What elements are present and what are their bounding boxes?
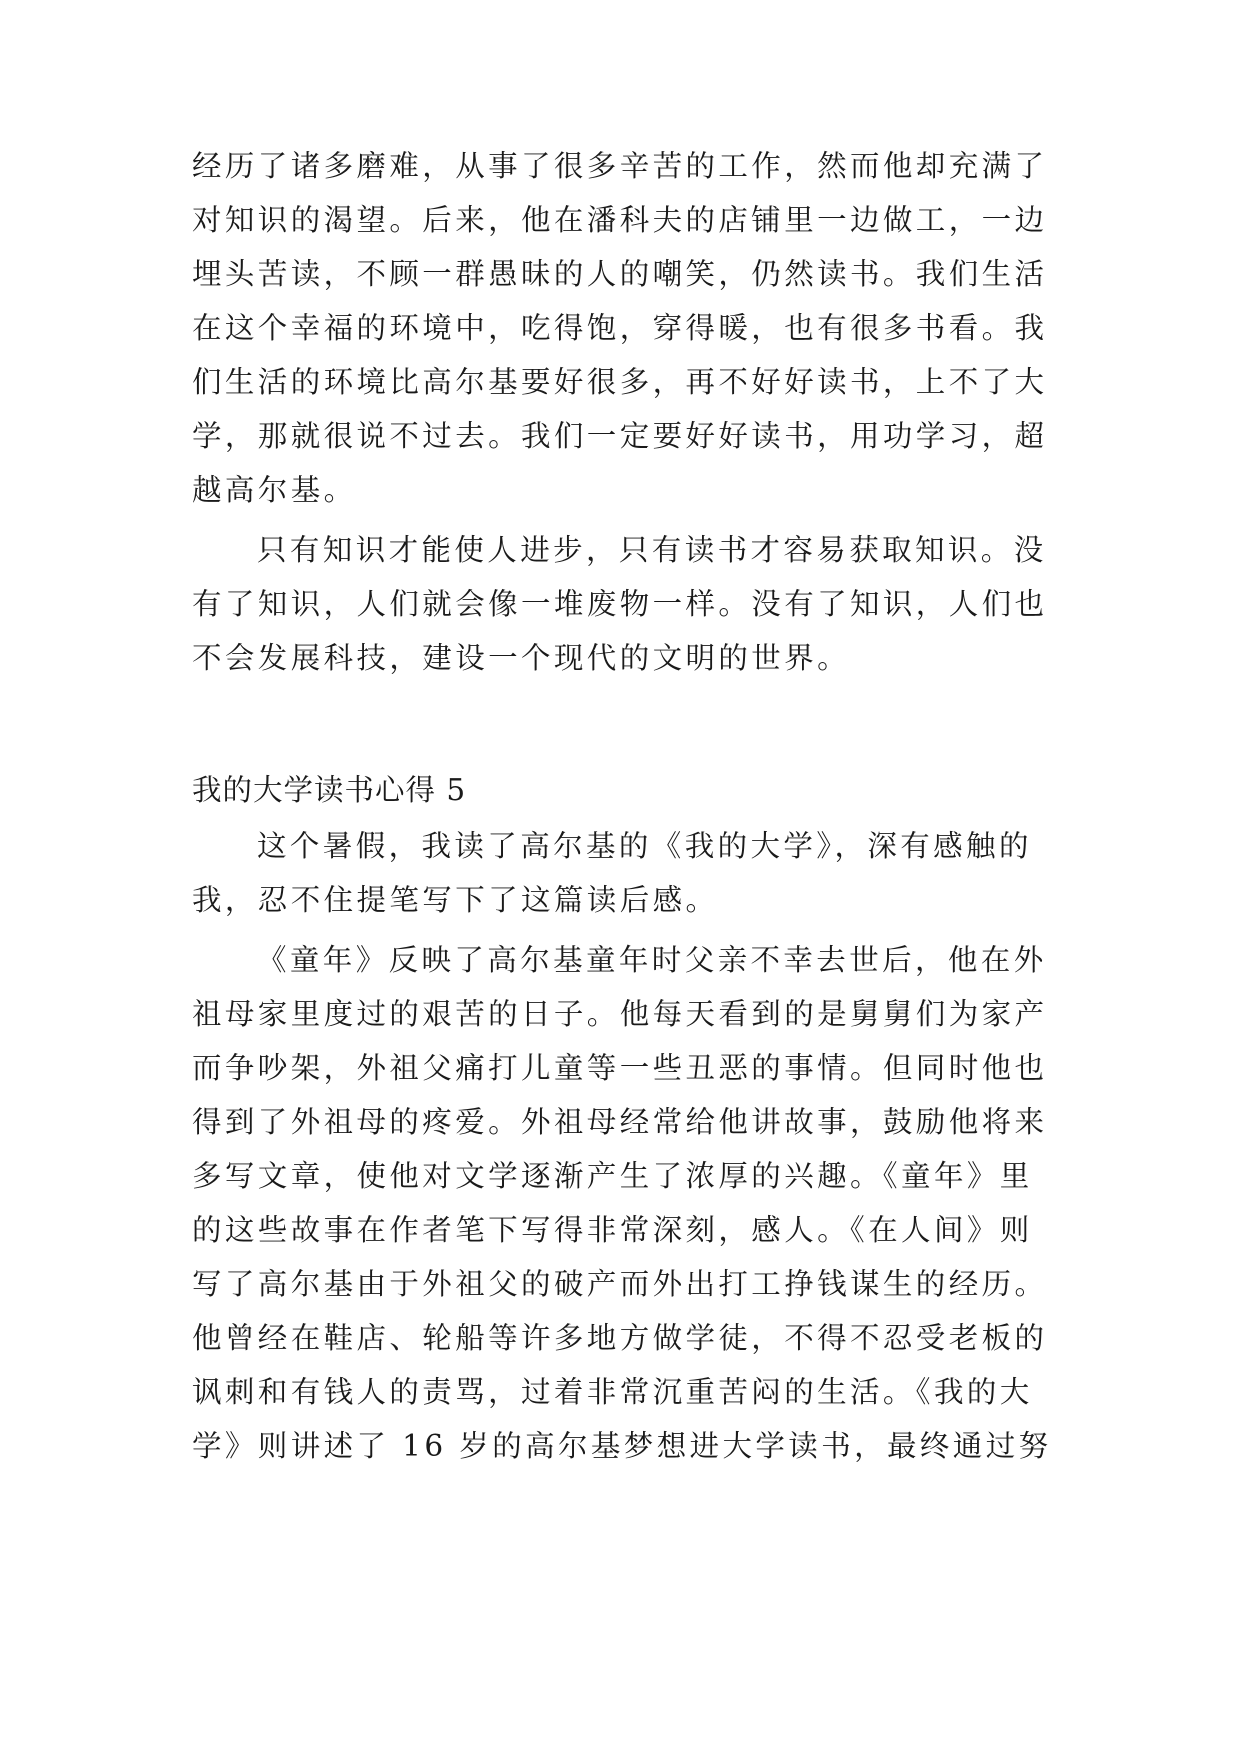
text-line: 多写文章，使他对文学逐渐产生了浓厚的兴趣。《童年》里 <box>192 1159 1033 1193</box>
text-line: 学》则讲述了 16 岁的高尔基梦想进大学读书，最终通过努 <box>192 1429 1052 1463</box>
text-line: 埋头苦读，不顾一群愚昧的人的嘲笑，仍然读书。我们生活 <box>192 257 1048 291</box>
text-line: 只有知识才能使人进步，只有读书才容易获取知识。没 <box>257 533 1047 567</box>
text-line: 的这些故事在作者笔下写得非常深刻，感人。《在人间》则 <box>192 1213 1033 1247</box>
text-line: 他曾经在鞋店、轮船等许多地方做学徒，不得不忍受老板的 <box>192 1321 1048 1355</box>
text-line: 越高尔基。 <box>192 473 357 507</box>
text-line: 有了知识，人们就会像一堆废物一样。没有了知识，人们也 <box>192 587 1048 621</box>
text-line: 在这个幸福的环境中，吃得饱，穿得暖，也有很多书看。我 <box>192 311 1048 345</box>
text-line: 《童年》反映了高尔基童年时父亲不幸去世后，他在外 <box>257 943 1047 977</box>
text-line: 祖母家里度过的艰苦的日子。他每天看到的是舅舅们为家产 <box>192 997 1048 1031</box>
text-line: 不会发展科技，建设一个现代的文明的世界。 <box>192 641 851 675</box>
text-line: 我，忍不住提笔写下了这篇读后感。 <box>192 883 719 917</box>
text-line: 讽刺和有钱人的责骂，过着非常沉重苦闷的生活。《我的大 <box>192 1375 1033 1409</box>
text-line: 这个暑假，我读了高尔基的《我的大学》，深有感触的 <box>257 829 1032 863</box>
text-line: 学，那就很说不过去。我们一定要好好读书，用功学习，超 <box>192 419 1048 453</box>
text-line: 们生活的环境比高尔基要好很多，再不好好读书，上不了大 <box>192 365 1048 399</box>
text-line: 写了高尔基由于外祖父的破产而外出打工挣钱谋生的经历。 <box>192 1267 1048 1301</box>
text-line: 对知识的渴望。后来，他在潘科夫的店铺里一边做工，一边 <box>192 203 1048 237</box>
text-line: 得到了外祖母的疼爱。外祖母经常给他讲故事，鼓励他将来 <box>192 1105 1048 1139</box>
text-line: 而争吵架，外祖父痛打儿童等一些丑恶的事情。但同时他也 <box>192 1051 1048 1085</box>
section-title: 我的大学读书心得 5 <box>192 773 467 807</box>
text-line: 经历了诸多磨难，从事了很多辛苦的工作，然而他却充满了 <box>192 149 1048 183</box>
